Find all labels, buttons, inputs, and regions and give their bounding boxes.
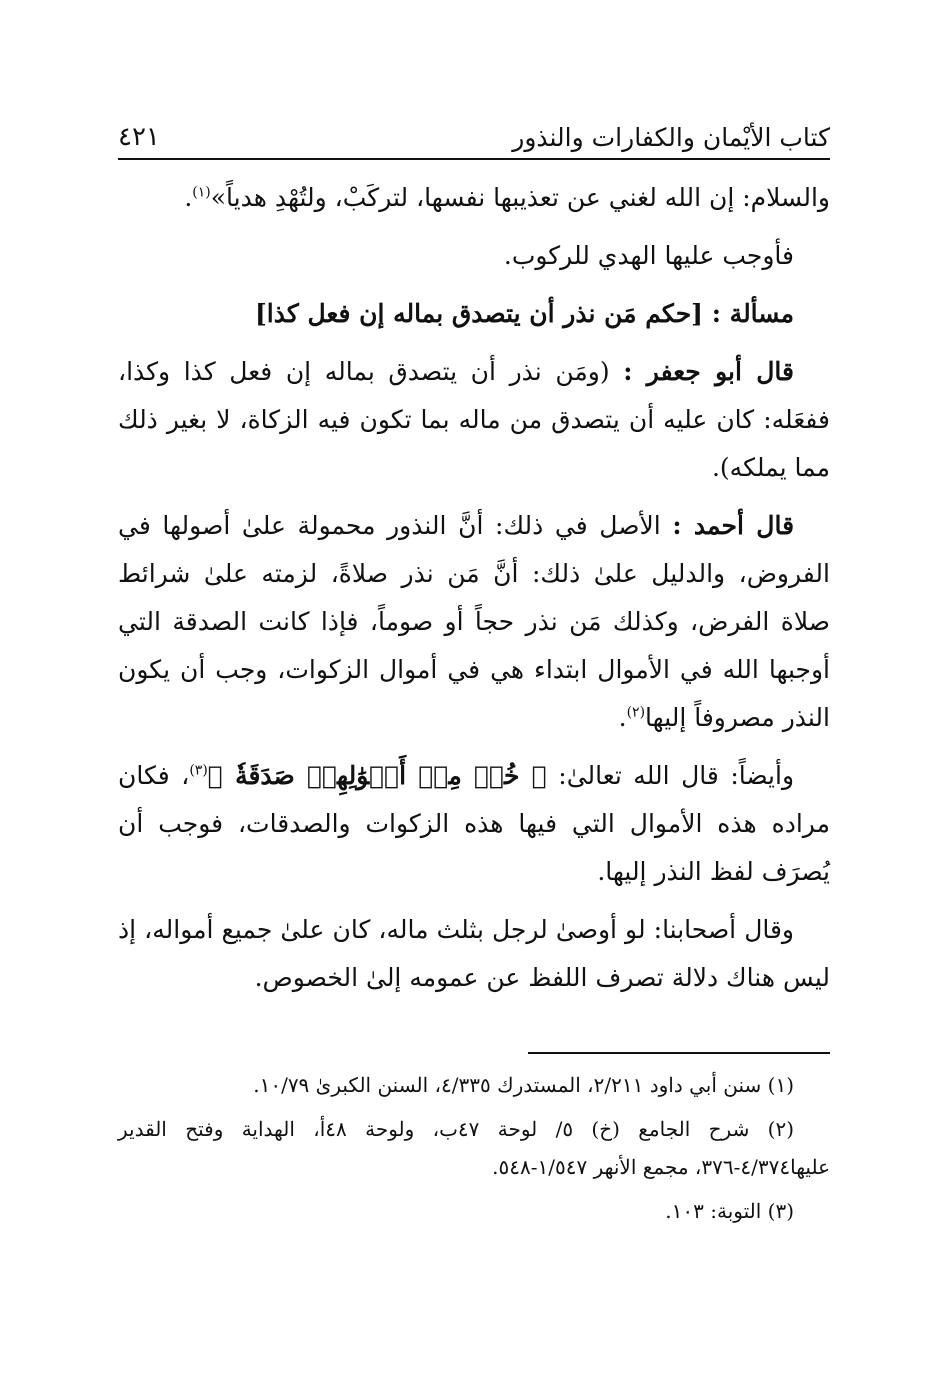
paragraph-1 [118, 174, 830, 222]
footnote-ref-1: (١) [192, 184, 211, 201]
footnote-separator [528, 1052, 830, 1054]
footnote-1: (١) سنن أبي داود ٢/٢١١، المستدرك ٤/٣٣٥، السنن الكبرىٰ ١٠/٧٩. [253, 1073, 794, 1097]
speaker-label-abu-jafar: قال أبو جعفر : [623, 357, 794, 386]
footnote-ref-2: (٢) [626, 704, 646, 721]
paragraph-5-start: وأيضاً: قال الله تعالىٰ: [558, 761, 795, 790]
running-title: كتاب الأيْمان والكفارات والنذور [512, 123, 830, 152]
masala-label: مسألة : [711, 299, 794, 328]
speaker-label-ahmad: قال أحمد : [672, 511, 795, 540]
paragraph-3 [118, 348, 830, 492]
main-text [118, 174, 830, 1002]
paragraph-1-end: . [184, 183, 193, 212]
masala-title: [حكم مَن نذر أن يتصدق بماله إن فعل كذا] [254, 299, 704, 328]
paragraph-4 [118, 502, 830, 742]
paragraph-5-rest: ، فكان مراده هذه الأموال التي فيها هذه الزكوات والصدقات، فوجب أن يُصرَف لفظ النذر إليها. [118, 761, 830, 886]
paragraph-4-end: . [618, 703, 627, 732]
paragraph-1-text: والسلام: إن الله لغني عن تعذيبها نفسها، لتركَبْ، ولتُهْدِ هدياً» [210, 183, 830, 212]
paragraph-5 [118, 752, 830, 896]
footnote-2: (٢) شرح الجامع (خ) ٥/ لوحة ٤٧ب، ولوحة ٤٨أ، الهداية وفتح القدير عليها٤/٣٧٤-٣٧٦، مجمع الأنهر ١/٥٤٧-٥٤٨. [118, 1117, 830, 1179]
masala-heading [118, 290, 830, 338]
page-content [118, 100, 830, 1012]
paragraph-3-text: (ومَن نذر أن يتصدق بماله إن فعل كذا وكذا، ففعَله: كان عليه أن يتصدق من ماله بما تكون فيه الزكاة، لا بغير ذلك مما يملكه). [118, 357, 830, 482]
paragraph-4-text: الأصل في ذلك: أنَّ النذور محمولة علىٰ أصولها في الفروض، والدليل علىٰ ذلك: أنَّ مَن نذر صلاةً، لزمته علىٰ شرائط صلاة الفرض، وكذلك مَن نذر حجاً أو صوماً، فإذا كانت الصدقة التي أوجبها الله في الأموال ابتداء هي في أموال الزكوات، وجب أن يكون النذر مصروفاً إليها [118, 511, 830, 732]
page-number: ٤٢١ [118, 122, 160, 152]
footnotes [118, 1066, 830, 1236]
paragraph-2: فأوجب عليها الهدي للركوب. [503, 241, 794, 270]
footnote-ref-3: (٣) [189, 762, 208, 779]
footnote-3: (٣) التوبة: ١٠٣. [665, 1199, 794, 1223]
quran-verse: ﴿ خُذۡ مِنۡ أَمۡوَٰلِهِمۡ صَدَقَةٗ ﴾ [207, 761, 547, 790]
paragraph-6: وقال أصحابنا: لو أوصىٰ لرجل بثلث ماله، كان علىٰ جميع أمواله، إذ ليس هناك دلالة تصرف اللفظ عن عمومه إلىٰ الخصوص. [118, 915, 830, 992]
running-header [118, 100, 830, 160]
